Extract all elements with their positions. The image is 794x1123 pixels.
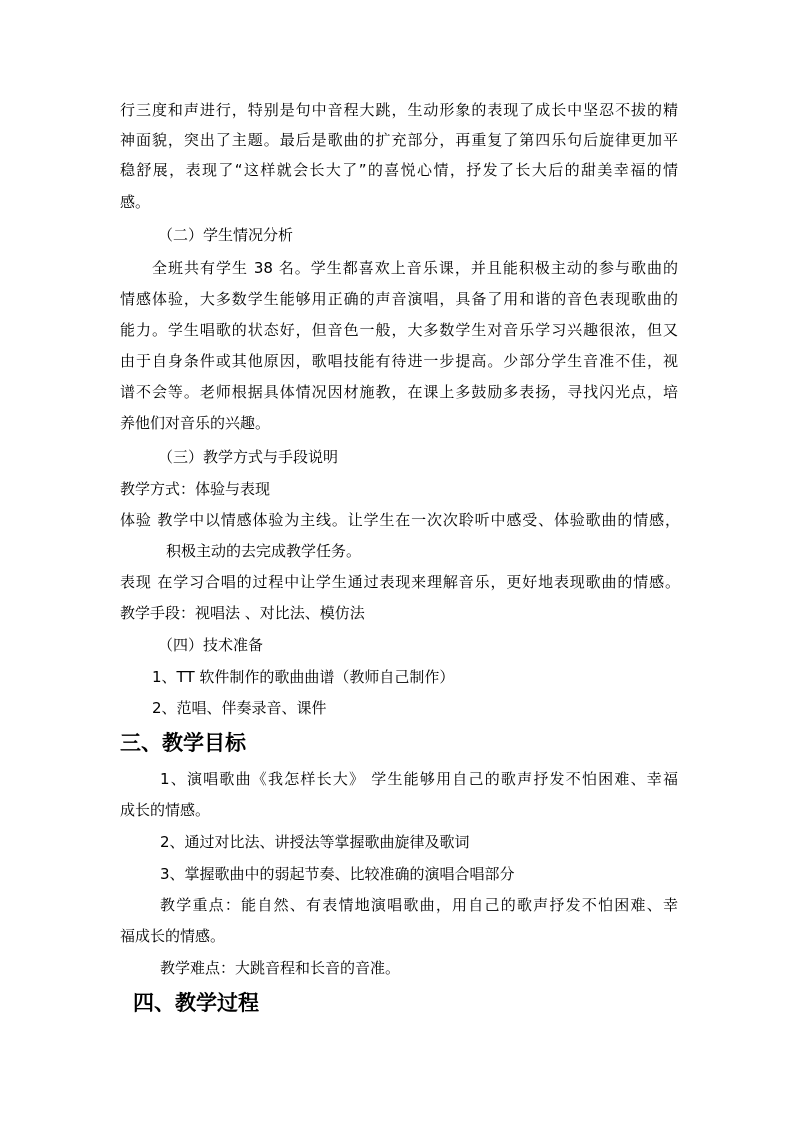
paragraph-line: 积极主动的去完成教学任务。 — [166, 542, 362, 560]
paragraph-line: 表现 在学习合唱的过程中让学生通过表现来理解音乐，更好地表现歌曲的情感。 — [120, 573, 680, 591]
paragraph-line: 行三度和声进行，特别是句中音程大跳，生动形象的表现了成长中坚忍不拔的精 — [120, 101, 678, 119]
paragraph-line: 神面貌，突出了主题。最后是歌曲的扩充部分，再重复了第四乐句后旋律更加平 — [120, 131, 678, 149]
chapter-heading-objectives: 三、教学目标 — [120, 731, 246, 755]
paragraph-line: 全班共有学生 38 名。学生都喜欢上音乐课，并且能积极主动的参与歌曲的 — [152, 259, 678, 277]
paragraph-line: 福成长的情感。 — [120, 927, 226, 945]
section-heading-teaching-methods: （三）教学方式与手段说明 — [158, 448, 339, 466]
list-item: 3、掌握歌曲中的弱起节奏、比较准确的演唱合唱部分 — [160, 865, 515, 883]
chapter-heading-process: 四、教学过程 — [133, 991, 259, 1015]
list-item: 2、通过对比法、讲授法等掌握歌曲旋律及歌词 — [160, 833, 470, 851]
difficulty-line: 教学难点：大跳音程和长音的音准。 — [160, 959, 401, 977]
paragraph-line: 感。 — [120, 193, 151, 211]
paragraph-line: 能力。学生唱歌的状态好，但音色一般，大多数学生对音乐学习兴趣很浓，但又 — [120, 321, 678, 339]
list-item: 2、范唱、伴奏录音、课件 — [152, 699, 327, 717]
key-point-line: 教学重点：能自然、有表情地演唱歌曲，用自己的歌声抒发不怕困难、幸 — [160, 896, 678, 914]
paragraph-line: 谱不会等。老师根据具体情况因材施教，在课上多鼓励多表扬，寻找闪光点，培 — [120, 383, 678, 401]
paragraph-line: 情感体验，大多数学生能够用正确的声音演唱，具备了用和谐的音色表现歌曲的 — [120, 290, 678, 308]
section-heading-student-analysis: （二）学生情况分析 — [158, 226, 294, 244]
paragraph-line: 教学手段：视唱法 、对比法、模仿法 — [120, 604, 365, 622]
paragraph-line: 由于自身条件或其他原因，歌唱技能有待进一步提高。少部分学生音准不佳，视 — [120, 352, 678, 370]
paragraph-line: 教学方式：体验与表现 — [120, 480, 271, 498]
paragraph-line: 体验 教学中以情感体验为主线。让学生在一次次聆听中感受、体验歌曲的情感， — [120, 511, 680, 529]
section-heading-tech-prep: （四）技术准备 — [158, 636, 264, 654]
paragraph-line: 成长的情感。 — [120, 801, 211, 819]
paragraph-line: 养他们对音乐的兴趣。 — [120, 414, 271, 432]
list-item: 1、TT 软件制作的歌曲曲谱（教师自己制作） — [152, 668, 455, 686]
paragraph-line: 稳舒展，表现了“这样就会长大了”的喜悦心情，抒发了长大后的甜美幸福的情 — [120, 161, 678, 179]
list-item: 1、演唱歌曲《我怎样长大》 学生能够用自己的歌声抒发不怕困难、幸福 — [160, 770, 678, 788]
